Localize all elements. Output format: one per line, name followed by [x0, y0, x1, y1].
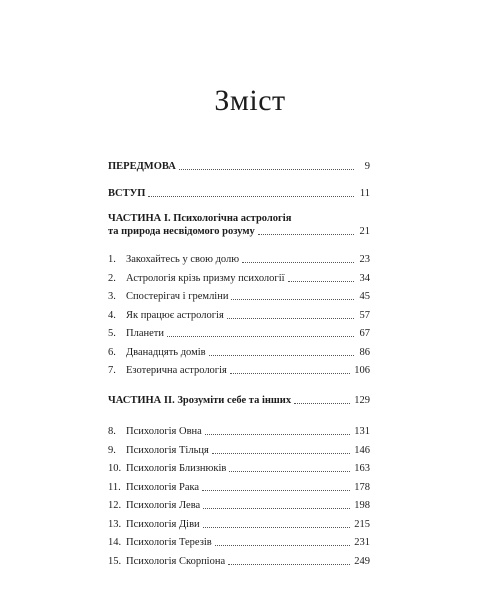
- chapter-number: 14.: [108, 537, 122, 548]
- chapter-number: 5.: [108, 328, 116, 339]
- toc-entry-chapter[interactable]: [108, 346, 370, 359]
- toc-entry-chapter[interactable]: [108, 555, 370, 568]
- toc-entry-page: 249: [354, 555, 370, 567]
- toc-entry-chapter[interactable]: [108, 309, 370, 322]
- toc-entry-page: 11: [359, 188, 370, 199]
- toc-entry-chapter[interactable]: [108, 290, 370, 303]
- toc-entry-page: 23: [359, 254, 370, 265]
- leader-dots: [230, 373, 350, 374]
- chapter-number: 12.: [108, 500, 122, 511]
- toc-entry-page: 163: [354, 463, 370, 474]
- leader-dots: [294, 403, 350, 404]
- leader-dots: [288, 281, 354, 282]
- leader-dots: [242, 262, 354, 263]
- chapter-number: 11.: [108, 481, 121, 493]
- toc-entry-chapter[interactable]: [108, 536, 370, 549]
- toc-entry-page: 146: [354, 444, 370, 456]
- toc-entry-label: Психологія Скорпіона: [126, 555, 226, 567]
- toc-entry-label: Езотерична астрологія: [126, 365, 227, 376]
- leader-dots: [148, 196, 354, 197]
- toc-entry-label-line1: ЧАСТИНА І. Психологічна астрологія: [108, 213, 292, 224]
- toc-entry-page: 129: [354, 395, 370, 406]
- toc-entry-page: 57: [359, 309, 370, 321]
- toc-entry-label: Закохайтесь у свою долю: [126, 254, 240, 265]
- toc-entry-chapter[interactable]: [108, 462, 370, 475]
- leader-dots: [227, 318, 354, 319]
- toc-entry-page: 178: [354, 481, 370, 493]
- toc-entry-chapter[interactable]: [108, 444, 370, 457]
- toc-entry-label: Психологія Овна: [126, 426, 202, 437]
- toc-entry-page: 9: [364, 161, 370, 172]
- toc-entry-page: 106: [354, 365, 370, 376]
- leader-dots: [231, 299, 354, 300]
- toc-entry-part-1[interactable]: [108, 212, 370, 238]
- chapter-number: 7.: [108, 365, 116, 376]
- toc-entry-introduction[interactable]: [108, 187, 370, 200]
- toc-entry-page: 21: [359, 226, 370, 237]
- toc-entry-part-2[interactable]: [108, 394, 370, 407]
- chapter-number: 15.: [108, 555, 122, 567]
- toc-entry-label: Психологія Діви: [126, 518, 200, 530]
- leader-dots: [203, 527, 351, 528]
- toc-entry-chapter[interactable]: [108, 364, 370, 377]
- toc-entry-page: 34: [359, 272, 370, 284]
- leader-dots: [205, 434, 350, 435]
- toc-entry-foreword[interactable]: [108, 160, 370, 173]
- toc-entry-label: Психологія Близнюків: [126, 463, 227, 474]
- toc-entry-chapter[interactable]: [108, 518, 370, 531]
- toc-entry-page: 215: [354, 518, 370, 530]
- leader-dots: [215, 545, 351, 546]
- toc-entry-chapter[interactable]: [108, 425, 370, 438]
- leader-dots: [167, 336, 354, 337]
- page-title: Зміст: [214, 84, 286, 117]
- leader-dots: [209, 355, 354, 356]
- toc-entry-label: Психологія Тільця: [126, 444, 209, 456]
- toc-entry-chapter[interactable]: [108, 253, 370, 266]
- chapter-number: 13.: [108, 518, 122, 530]
- toc-entry-label: Астрологія крізь призму психології: [126, 272, 285, 284]
- toc-entry-chapter[interactable]: [108, 327, 370, 340]
- toc-entry-page: 231: [354, 537, 370, 548]
- toc-entry-chapter[interactable]: [108, 499, 370, 512]
- toc-entry-label: Психологія Лева: [126, 500, 201, 511]
- toc-entry-page: 198: [354, 500, 370, 511]
- toc-entry-chapter[interactable]: [108, 481, 370, 494]
- chapter-number: 2.: [108, 272, 116, 284]
- toc-entry-label: Психологія Терезів: [126, 537, 212, 548]
- chapter-number: 9.: [108, 444, 116, 456]
- chapter-number: 3.: [108, 291, 116, 302]
- toc-entry-label-line2: та природа несвідомого розуму: [108, 226, 255, 237]
- toc-entry-page: 131: [354, 426, 370, 437]
- toc-entry-page: 67: [359, 328, 370, 339]
- chapter-number: 6.: [108, 346, 116, 358]
- leader-dots: [179, 169, 354, 170]
- toc-entry-page: 86: [359, 346, 370, 358]
- toc-entry-label: ЧАСТИНА ІІ. Зрозуміти себе та інших: [108, 395, 292, 406]
- toc-entry-label: Як працює астрологія: [126, 309, 224, 321]
- toc-entry-page: 45: [359, 291, 370, 302]
- toc-entry-label: Психологія Рака: [126, 481, 200, 493]
- toc-entry-label: Планети: [126, 328, 164, 339]
- toc-entry-label: Дванадцять домів: [126, 346, 206, 358]
- leader-dots: [228, 564, 350, 565]
- leader-dots: [203, 508, 350, 509]
- leader-dots: [258, 234, 354, 235]
- toc-entry-label: Спостерігач і гремліни: [126, 291, 229, 302]
- leader-dots: [229, 471, 350, 472]
- toc-entry-chapter[interactable]: [108, 272, 370, 285]
- leader-dots: [212, 453, 350, 454]
- toc-entry-label: ВСТУП: [108, 188, 146, 199]
- toc-entry-label: ПЕРЕДМОВА: [108, 161, 176, 172]
- chapter-number: 1.: [108, 254, 116, 265]
- chapter-number: 10.: [108, 463, 122, 474]
- chapter-number: 8.: [108, 426, 116, 437]
- chapter-number: 4.: [108, 309, 116, 321]
- leader-dots: [202, 490, 350, 491]
